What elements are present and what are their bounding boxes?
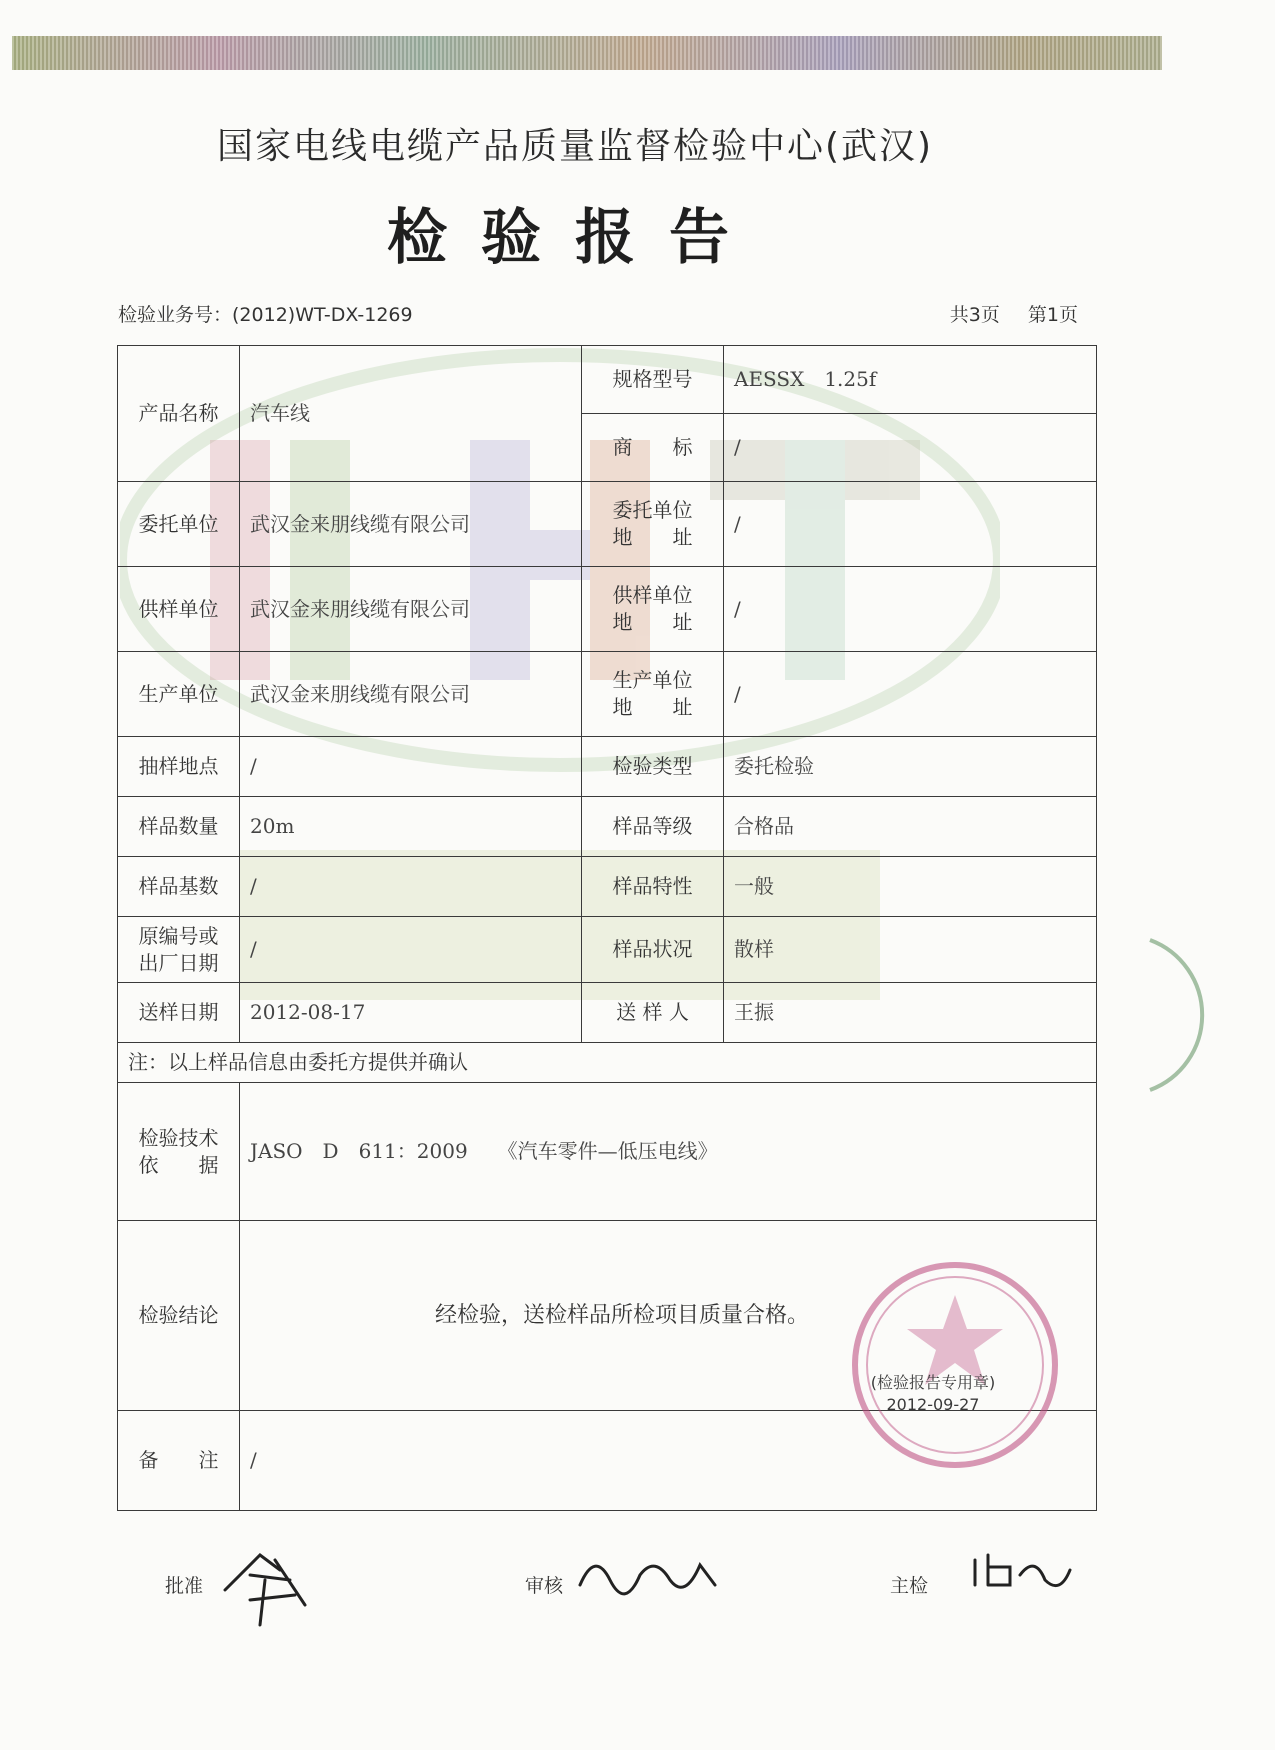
trademark-value: / bbox=[724, 414, 1097, 482]
inspector-signature-mark bbox=[970, 1545, 1080, 1605]
report-meta bbox=[118, 300, 1078, 328]
sample-base-value: / bbox=[240, 857, 582, 917]
orig-no-value: / bbox=[240, 917, 582, 983]
business-number-value: (2012)WT-DX-1269 bbox=[232, 304, 413, 326]
spec-label: 规格型号 bbox=[582, 346, 724, 414]
sampling-site-value: / bbox=[240, 737, 582, 797]
basis-value: JASO D 611：2009 《汽车零件—低压电线》 bbox=[240, 1083, 1097, 1221]
orig-no-label-line1: 原编号或 bbox=[138, 923, 219, 948]
center-name: 国家电线电缆产品质量监督检验中心(武汉) bbox=[216, 126, 934, 167]
sampling-site-label: 抽样地点 bbox=[118, 737, 240, 797]
table-row bbox=[118, 482, 1097, 567]
review-label: 审核 bbox=[525, 1575, 564, 1597]
sample-grade-value: 合格品 bbox=[724, 797, 1097, 857]
table-row bbox=[118, 1083, 1097, 1221]
producer-address-label bbox=[582, 652, 724, 737]
total-pages: 共3页 bbox=[949, 304, 1000, 326]
page-indicator bbox=[928, 300, 1078, 327]
review-signature-mark bbox=[575, 1545, 725, 1615]
basis-label-line1: 检验技术 bbox=[138, 1125, 219, 1150]
approve-signature-mark bbox=[220, 1545, 330, 1635]
table-row bbox=[118, 917, 1097, 983]
conclusion-label: 检验结论 bbox=[118, 1221, 240, 1411]
sender-value: 王振 bbox=[724, 983, 1097, 1043]
business-number bbox=[118, 300, 413, 327]
table-row bbox=[118, 567, 1097, 652]
sample-qty-label: 样品数量 bbox=[118, 797, 240, 857]
producer-label: 生产单位 bbox=[118, 652, 240, 737]
client-value: 武汉金来朋线缆有限公司 bbox=[240, 482, 582, 567]
supplier-address-label-line2: 地 址 bbox=[612, 610, 693, 634]
client-address-label-line1: 委托单位 bbox=[612, 498, 693, 522]
delivery-date-value: 2012-08-17 bbox=[240, 983, 582, 1043]
client-address-label bbox=[582, 482, 724, 567]
sample-base-label: 样品基数 bbox=[118, 857, 240, 917]
producer-address-label-line1: 生产单位 bbox=[612, 668, 693, 692]
product-name-label: 产品名称 bbox=[118, 346, 240, 482]
orig-no-label-line2: 出厂日期 bbox=[138, 950, 219, 975]
product-name-value: 汽车线 bbox=[240, 346, 582, 482]
approve-label: 批准 bbox=[165, 1575, 204, 1597]
table-row bbox=[118, 1043, 1097, 1083]
producer-address-label-line2: 地 址 bbox=[612, 695, 693, 719]
test-type-label: 检验类型 bbox=[582, 737, 724, 797]
spec-value: AESSX 1.25f bbox=[724, 346, 1097, 414]
table-row bbox=[118, 737, 1097, 797]
delivery-date-label: 送样日期 bbox=[118, 983, 240, 1043]
orig-no-label bbox=[118, 917, 240, 983]
table-row bbox=[118, 652, 1097, 737]
report-title: 检验报告 bbox=[387, 203, 763, 273]
conclusion-value: 经检验，送检样品所检项目质量合格。 bbox=[240, 1221, 1097, 1411]
client-address-value: / bbox=[724, 482, 1097, 567]
current-page: 第1页 bbox=[1027, 304, 1078, 326]
business-number-label: 检验业务号： bbox=[118, 304, 233, 326]
client-address-label-line2: 地 址 bbox=[612, 525, 693, 549]
basis-label-line2: 依 据 bbox=[138, 1152, 219, 1177]
seal-caption bbox=[848, 1372, 1018, 1416]
client-label: 委托单位 bbox=[118, 482, 240, 567]
seal-label: (检验报告专用章) bbox=[870, 1373, 996, 1392]
scan-color-band bbox=[12, 36, 1162, 70]
basis-label bbox=[118, 1083, 240, 1221]
note-row: 注：以上样品信息由委托方提供并确认 bbox=[118, 1043, 1097, 1083]
supplier-value: 武汉金来朋线缆有限公司 bbox=[240, 567, 582, 652]
table-row bbox=[118, 346, 1097, 414]
table-row bbox=[118, 857, 1097, 917]
table-row bbox=[118, 983, 1097, 1043]
official-seal bbox=[845, 1255, 1065, 1475]
supplier-address-label bbox=[582, 567, 724, 652]
remarks-label: 备 注 bbox=[118, 1411, 240, 1511]
test-type-value: 委托检验 bbox=[724, 737, 1097, 797]
trademark-label: 商 标 bbox=[582, 414, 724, 482]
inspector-label: 主检 bbox=[890, 1575, 929, 1597]
signature-row bbox=[0, 1545, 1275, 1635]
producer-value: 武汉金来朋线缆有限公司 bbox=[240, 652, 582, 737]
sender-label: 送 样 人 bbox=[582, 983, 724, 1043]
producer-address-value: / bbox=[724, 652, 1097, 737]
sample-char-label: 样品特性 bbox=[582, 857, 724, 917]
sample-grade-label: 样品等级 bbox=[582, 797, 724, 857]
side-seal bbox=[1140, 930, 1220, 1100]
supplier-label: 供样单位 bbox=[118, 567, 240, 652]
sample-char-value: 一般 bbox=[724, 857, 1097, 917]
remarks-value: / bbox=[240, 1411, 1097, 1511]
sample-state-label: 样品状况 bbox=[582, 917, 724, 983]
sample-qty-value: 20m bbox=[240, 797, 582, 857]
seal-date: 2012-09-27 bbox=[886, 1395, 980, 1414]
sample-state-value: 散样 bbox=[724, 917, 1097, 983]
supplier-address-label-line1: 供样单位 bbox=[612, 583, 693, 607]
supplier-address-value: / bbox=[724, 567, 1097, 652]
table-row bbox=[118, 797, 1097, 857]
